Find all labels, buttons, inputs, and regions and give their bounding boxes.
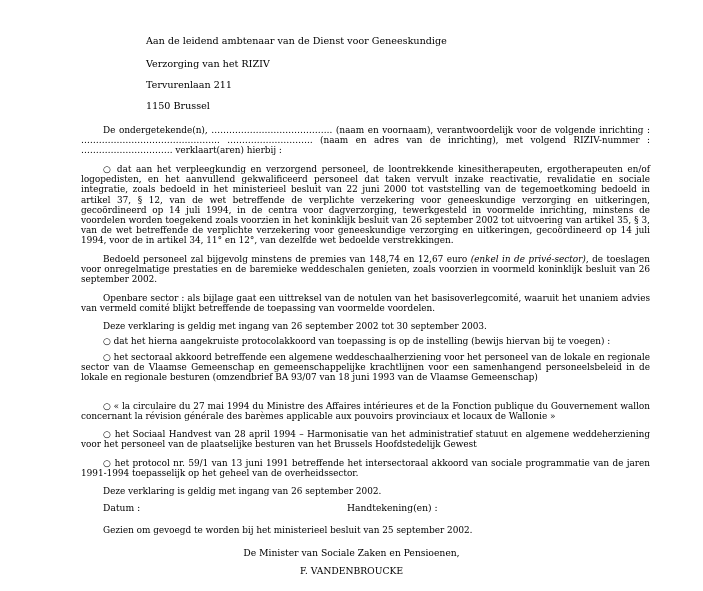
premiums-text-b: , de toeslagen voor onregelmatige prestaties en de baremieke weddeschalen genieten, zoals voorzien in voormeld koninklijk besluit van 26 september 2002. bbox=[81, 255, 650, 286]
date-field-label: Datum : bbox=[103, 503, 141, 514]
signature-field-label: Handtekening(en) : bbox=[347, 503, 438, 514]
address-line-2: Verzorging van het RIZIV bbox=[146, 59, 270, 70]
premiums-italic-note: (enkel in de privé-sector) bbox=[470, 255, 586, 265]
minister-title: De Minister van Sociale Zaken en Pensioenen, bbox=[243, 548, 460, 559]
minister-name: F. VANDENBROUCKE bbox=[299, 566, 404, 577]
address-line-4: 1150 Brussel bbox=[146, 101, 210, 112]
premiums-text-a: Bedoeld personeel zal bijgevolg minstens de premies van 148,74 en 12,67 euro bbox=[103, 255, 471, 265]
address-line-1: Aan de leidend ambtenaar van de Dienst voor Geneeskundige bbox=[146, 36, 447, 47]
declaration-premiums bbox=[81, 255, 650, 286]
validity-start: Deze verklaring is geldig met ingang van 26 september 2002. bbox=[103, 487, 382, 497]
option-brussels-charter: ○ het Sociaal Handvest van 28 april 1994 – Harmonisatie van het administratief statuut en algemene weddeherziening voor het personeel van de plaatselijke besturen van het Brussels Hoofdstedelijk Gewest bbox=[81, 430, 650, 451]
declaration-benefits: ○ dat aan het verpleegkundig en verzorgend personeel, de loontrekkende kinesitherapeuten, ergotherapeuten en/of logopedisten, en het aanvullend gekwalificeerd personeel dat taken vervult inzake reactivatie, revalidatie en sociale integratie, zoals bedoeld in het ministerieel besluit van 22 juni 2000 tot vaststelling van de tegemoetkoming bedoeld in artikel 37, § 12, van de wet betreffende de verplichte verzekering voor geneeskundige verzorging en uitkeringen, gecoördineerd op 14 juli 1994, in de centra voor dagverzorging, tewerkgesteld in voormelde inrichting, minstens de voordelen worden toegekend zoals voorzien in het koninklijk besluit van 26 september 2002 tot uitvoering van artikel 35, § 3, van de wet betreffende de verplichte verzekering voor geneeskundige verzorging en uitkeringen, gecoördineerd op 14 juli 1994, voor de in artikel 34, 11° en 12°, van dezelfde wet bedoelde verstrekkingen. bbox=[81, 165, 650, 247]
public-sector-note: Openbare sector : als bijlage gaat een uittreksel van de notulen van het basisoverlegcomité, waaruit het unaniem advies van vermeld comité blijkt betreffende de toepassing van voormelde voordelen. bbox=[81, 294, 650, 315]
option-protocol-59-1: ○ het protocol nr. 59/1 van 13 juni 1991 betreffende het intersectoraal akkoord van sociale programmatie van de jaren 1991-1994 toepasselijk op het geheel van de overheidssector. bbox=[81, 459, 650, 480]
option-walloon-circular: ○ « la circulaire du 27 mai 1994 du Ministre des Affaires intérieures et de la Fonction publique du Gouvernement wallon concernant la révision générale des barèmes applicable aux pouvoirs provinciaux et locaux de Wallonie » bbox=[81, 402, 650, 423]
address-line-3: Tervurenlaan 211 bbox=[146, 80, 233, 91]
option-flemish-agreement: ○ het sectoraal akkoord betreffende een algemene weddeschaalherziening voor het personeel van de lokale en regionale sector van de Vlaamse Gemeenschap en gemeenschappelijke krachtlijnen voor een samenhangend personeelsbeleid in de lokale en regionale besturen (omzendbrief BA 93/07 van 18 juni 1993 van de Vlaamse Gemeenschap) bbox=[81, 353, 650, 384]
declaration-intro: De ondergetekende(n), ………………………………….. (naam en voornaam), verantwoordelijk voor de volgende inrichting : ……………………………………….. ……………………….. (naam en adres van de inrichting), met volgend RIZIV-nummer : …………………………. verklaart(aren) hierbij : bbox=[81, 126, 650, 157]
validity-period: Deze verklaring is geldig met ingang van 26 september 2002 tot 30 september 2003. bbox=[103, 322, 487, 332]
annex-note: Gezien om gevoegd te worden bij het ministerieel besluit van 25 september 2002. bbox=[103, 526, 473, 536]
protocol-intro: ○ dat het hierna aangekruiste protocolakkoord van toepassing is op de instelling (bewijs hiervan bij te voegen) : bbox=[103, 337, 611, 347]
